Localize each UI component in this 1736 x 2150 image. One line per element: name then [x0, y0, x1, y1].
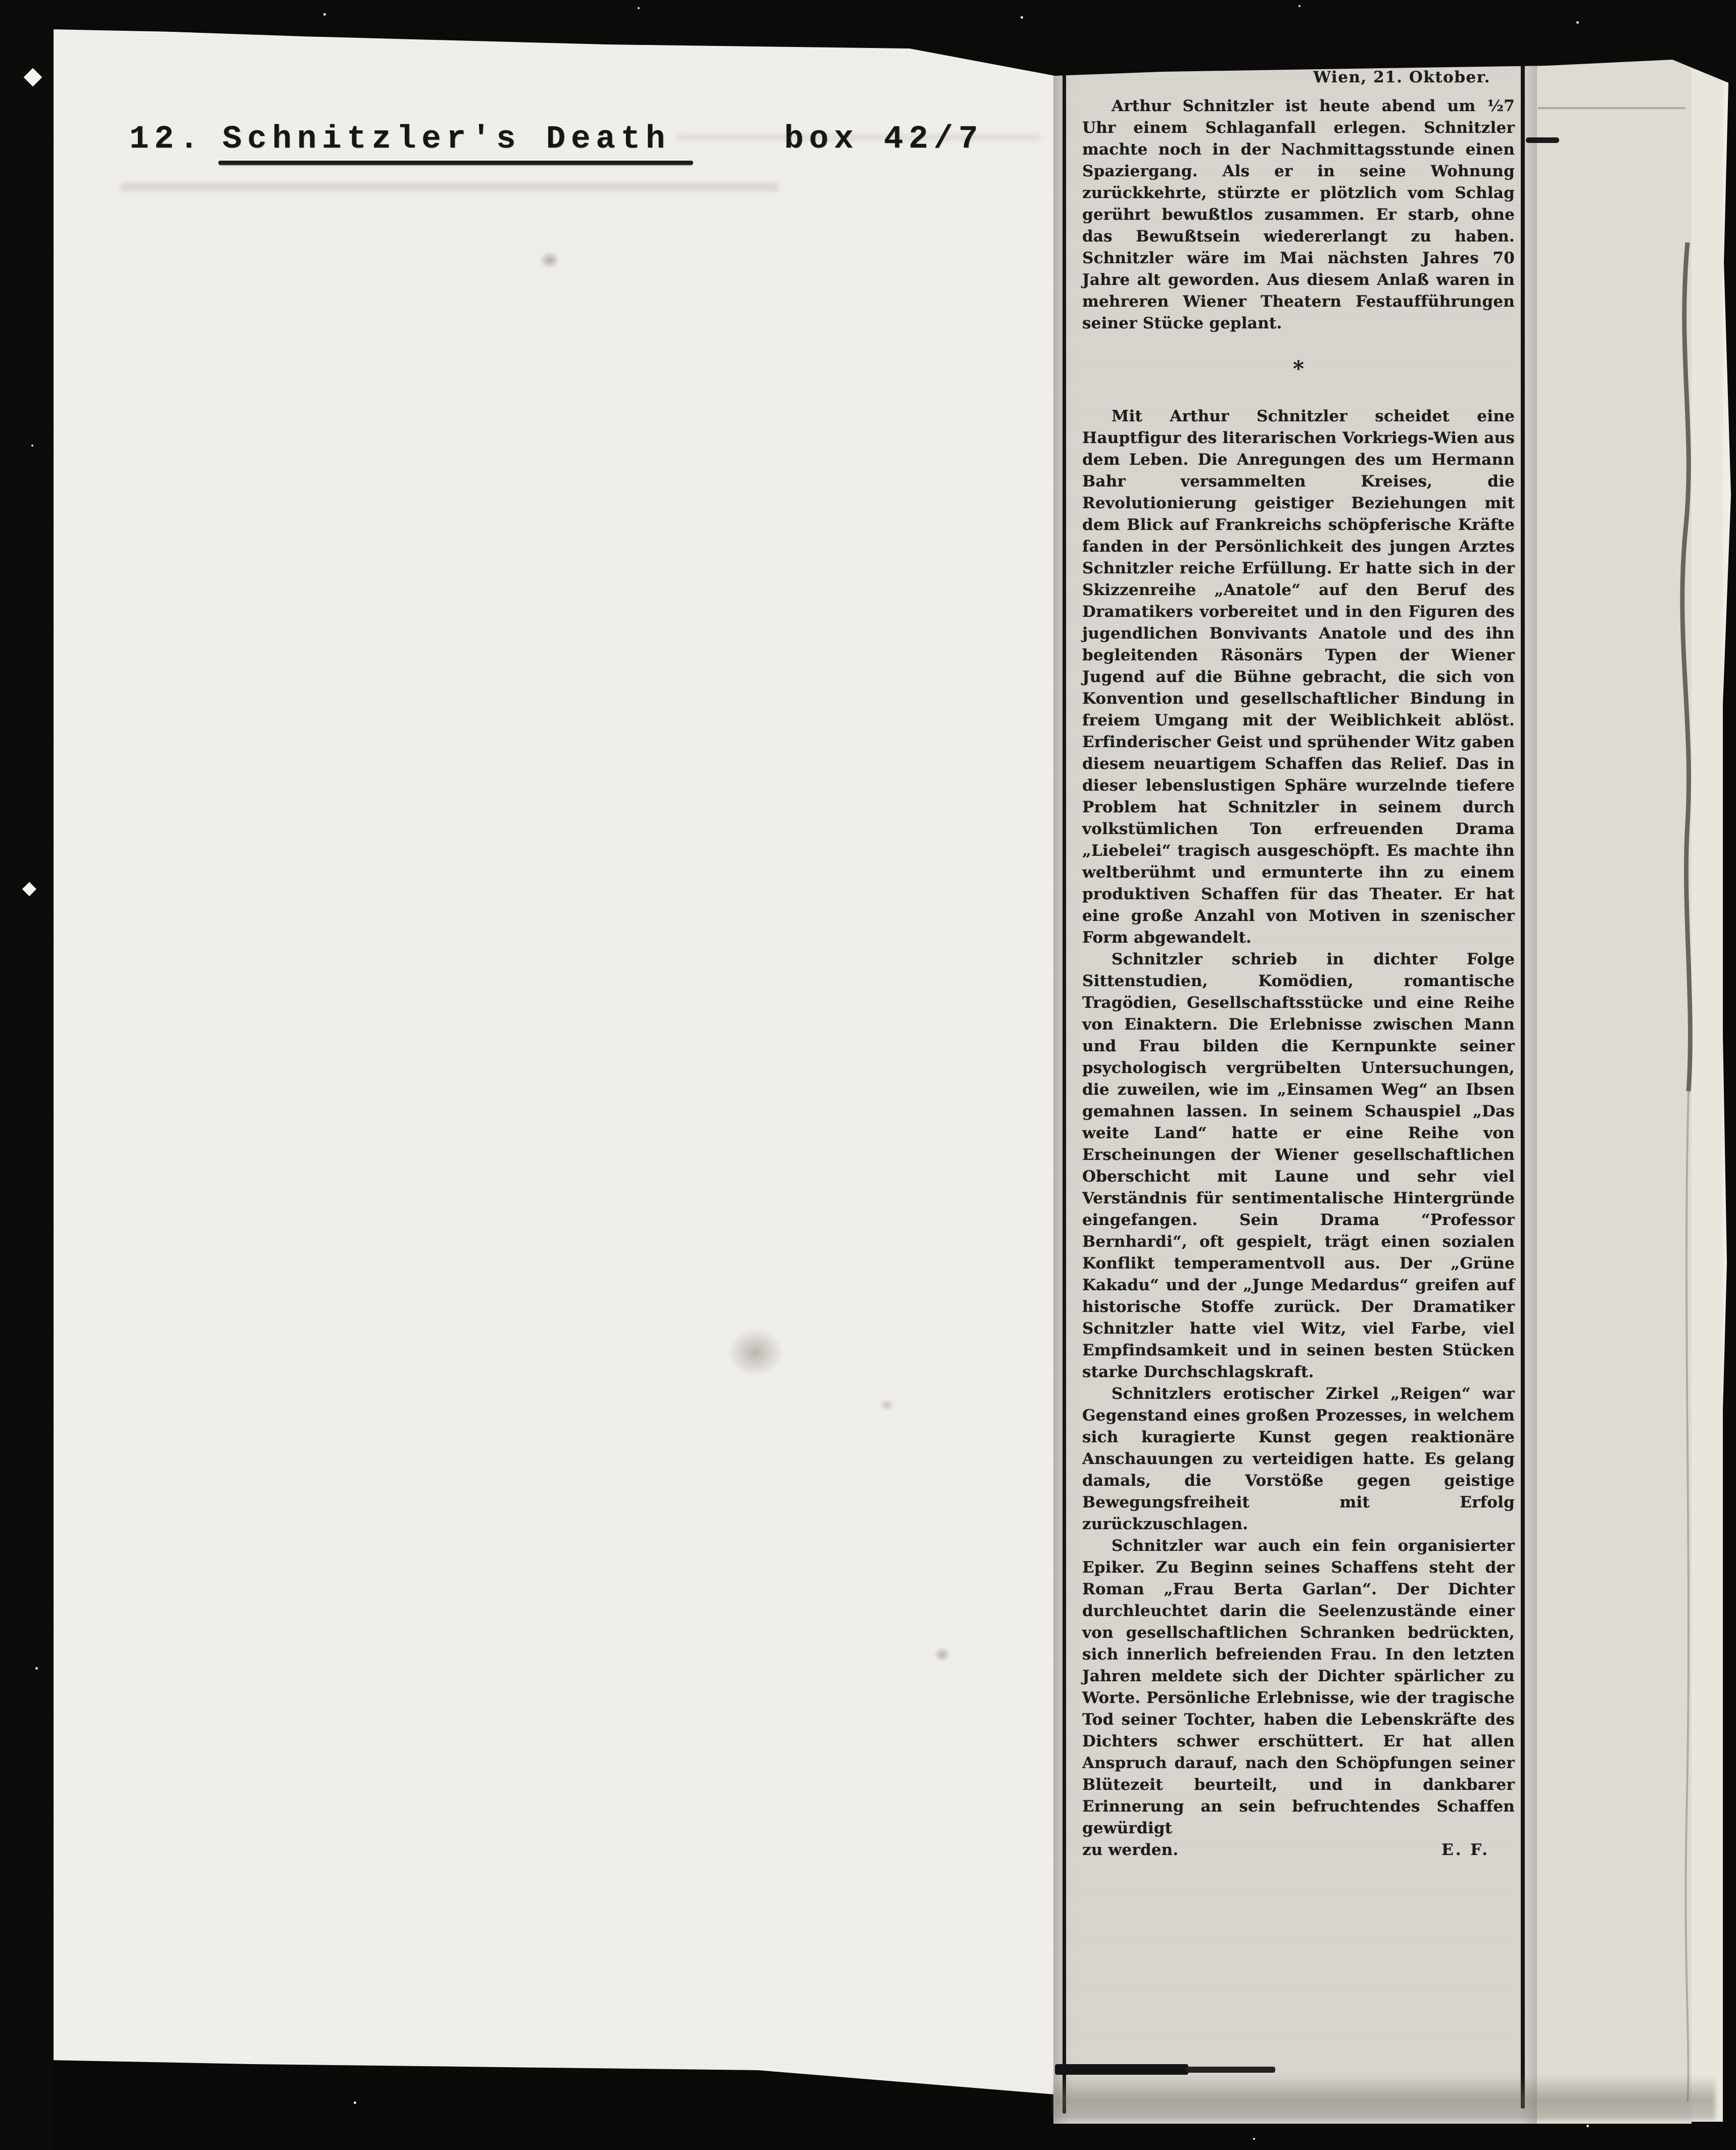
film-speck [31, 445, 33, 447]
backing-sheet-top-edge [1538, 107, 1685, 109]
clipping-right-rule [1521, 59, 1525, 2109]
article-paragraph: Schnitzler war auch ein fein organisierter Epiker. Zu Beginn seines Schaffens steht der Roman „Frau Berta Garlan“. Der Dichter durchleuchtet darin die Seelenzustände einer von gesellschaftlichen Schranken bedrückten, sich innerlich befreienden Frau. In den letzten Jahren meldete sich der Dichter spärlicher zu Worte. Persönliche Erlebnisse, wie der tragische Tod seiner Tochter, haben die Lebenskräfte des Dichters schwer erschüttert. Er hat allen Anspruch darauf, nach den Schöpfungen seiner Blütezeit beurteilt, und in dankbarer Erinnerung an sein befruchtendes Schaffen gewürdigt [1082, 1537, 1515, 1837]
clipping-left-rule [1063, 55, 1066, 2114]
header-index-number: 12. [129, 121, 204, 158]
film-speck [1586, 2125, 1589, 2127]
signature-row [1082, 1839, 1515, 1861]
margin-ink-dash [1526, 137, 1559, 143]
ink-smudge [879, 1398, 894, 1411]
clipping-bottom-shadow [1053, 2075, 1715, 2120]
article-paragraph: Schnitzler schrieb in dichter Folge Sittenstudien, Komödien, romantische Tragödien, Gesellschaftsstücke und eine Reihe von Einaktern. Die Erlebnisse zwischen Mann und Frau bilden die Kernpunkte seiner psychologisch vergrübelten Untersuchungen, die zuweilen, wie im „Einsamen Weg“ an Ibsen gemahnen lassen. In seinem Schauspiel „Das weite Land“ hatte er eine Reihe von Erscheinungen der Wiener gesellschaftlichen Oberschicht mit Laune und sehr viel Verständnis für sentimentalische Hintergründe eingefangen. Sein Drama “Professor Bernhardi“, oft gespielt, trägt einen sozialen Konflikt temperamentvoll aus. Der „Grüne Kakadu“ und der „Junge Medardus“ greifen auf historische Stoffe zurück. Der Dramatiker Schnitzler hatte viel Witz, viel Farbe, viel Empfindsamkeit und in seinen besten Stücken starke Durchschlagskraft. [1082, 950, 1515, 1381]
paper-crease-line [1667, 51, 1736, 2122]
article-paragraph: Schnitzlers erotischer Zirkel „Reigen“ war Gegenstand eines großen Prozesses, in welchem sich kuragierte Kunst gegen reaktionäre Anschauungen zu verteidigen hatte. Es gelang damals, die Vorstöße gegen geistige Bewegungsfreiheit mit Erfolg zurückzuschlagen. [1082, 1385, 1515, 1533]
film-speck [1576, 21, 1579, 24]
dateline: Wien, 21. Oktober. [1313, 68, 1490, 86]
header-box-label: box 42/7 [784, 121, 984, 158]
film-speck [638, 7, 640, 9]
section-separator-star: * [1293, 356, 1304, 381]
film-border-left [0, 0, 54, 2150]
film-speck [1298, 5, 1300, 7]
film-speck [1021, 16, 1023, 19]
closing-line: zu werden. [1082, 1841, 1179, 1859]
article-column [1082, 67, 1515, 1861]
end-of-article-bar [1055, 2064, 1188, 2075]
scan-streak [121, 183, 778, 191]
ink-smudge [934, 1647, 951, 1662]
ink-smudge [540, 252, 560, 269]
film-speck [354, 2102, 356, 2104]
end-of-article-bar-tail [1186, 2067, 1275, 2073]
film-speck [1253, 2138, 1255, 2140]
ink-smudge [728, 1329, 783, 1377]
article-paragraph: Arthur Schnitzler ist heute abend um ½7 Uhr einem Schlaganfall erlegen. Schnitzler machte noch in der Nachmittagsstunde einen Spaziergang. Als er in seine Wohnung zurückkehrte, stürzte er plötzlich vom Schlag gerührt bewußtlos zusammen. Er starb, ohne das Bewußtsein wiedererlangt zu haben. Schnitzler wäre im Mai nächsten Jahres 70 Jahre alt geworden. Aus diesem Anlaß waren in mehreren Wiener Theatern Festaufführungen seiner Stücke geplant. [1082, 97, 1515, 332]
article-paragraph: Mit Arthur Schnitzler scheidet eine Hauptfigur des literarischen Vorkriegs-Wien aus dem Leben. Die Anregungen des um Hermann Bahr versammelten Kreises, die Revolutionierung geistiger Beziehungen mit dem Blick auf Frankreichs schöpferische Kräfte fanden in der Persönlichkeit des jungen Arztes Schnitzler reiche Erfüllung. Er hatte sich in der Skizzenreihe „Anatole“ auf den Beruf des Dramatikers vorbereitet und in den Figuren des jugendlichen Bonvivants Anatole und des ihn begleitenden Räsonärs Typen der Wiener Jugend auf die Bühne gebracht, die sich von Konvention und gesellschaftlicher Bindung in freiem Umgang mit der Weiblichkeit ablöst. Erfinderischer Geist und sprühender Witz gaben diesem neuartigem Schaffen das Relief. Das in dieser lebenslustigen Sphäre wurzelnde tiefere Problem hat Schnitzler in seinem durch volkstümlichen Ton erfreuenden Drama „Liebelei“ tragisch ausgeschöpft. Es machte ihn weltberühmt und ermunterte ihn zu einem produktiven Schaffen für das Theater. Er hat eine große Anzahl von Motiven in szenischer Form abgewandelt. [1082, 407, 1515, 947]
header-title: Schnitzler's Death [222, 121, 671, 158]
signature-initials: E. F. [1441, 1841, 1489, 1859]
film-speck [35, 1667, 38, 1670]
header-underline [218, 161, 693, 165]
film-speck [323, 13, 326, 16]
